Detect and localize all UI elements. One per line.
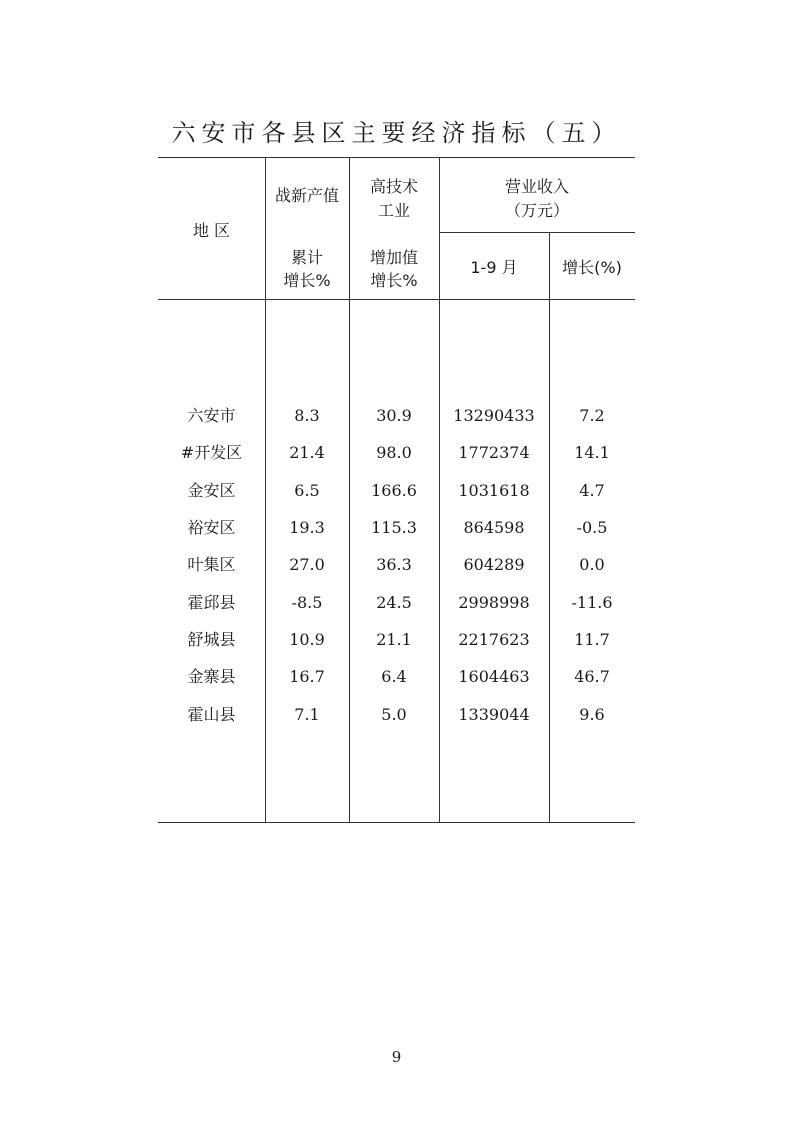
row-hitech-growth: 36.3 (376, 555, 412, 574)
row-revenue-growth: -0.5 (576, 518, 608, 537)
row-hitech-growth: 166.6 (371, 481, 417, 500)
row-revenue-growth: 46.7 (574, 667, 610, 686)
row-region: 金寨县 (187, 667, 236, 686)
row-strategic-growth: 27.0 (289, 555, 325, 574)
header-revenue-col2: 增长(%) (562, 258, 622, 277)
row-region: #开发区 (180, 443, 243, 462)
row-revenue-growth: 7.2 (579, 406, 605, 425)
header-bottom-rule (158, 299, 635, 300)
row-revenue-growth: 11.7 (574, 630, 610, 649)
table-top-rule (158, 157, 635, 158)
row-strategic-growth: 16.7 (289, 667, 325, 686)
row-revenue: 2998998 (458, 593, 530, 612)
row-hitech-growth: 5.0 (381, 705, 407, 724)
row-region: 霍山县 (187, 705, 236, 724)
row-hitech-growth: 115.3 (371, 518, 417, 537)
row-revenue: 604289 (463, 555, 525, 574)
row-strategic-growth: -8.5 (291, 593, 323, 612)
row-strategic-growth: 6.5 (294, 481, 320, 500)
row-hitech-growth: 24.5 (376, 593, 412, 612)
row-revenue-growth: 4.7 (579, 481, 605, 500)
row-strategic-growth: 7.1 (294, 705, 320, 724)
header-hitech-sub1: 增加值 (369, 248, 418, 267)
row-strategic-growth: 19.3 (289, 518, 325, 537)
header-strategic-sub2: 增长% (283, 271, 331, 290)
header-strategic-title: 战新产值 (274, 186, 339, 205)
row-revenue: 2217623 (458, 630, 530, 649)
row-revenue-growth: 9.6 (579, 705, 605, 724)
header-hitech-title2: 工业 (377, 201, 410, 220)
row-revenue-growth: 14.1 (574, 443, 610, 462)
row-strategic-growth: 10.9 (289, 630, 325, 649)
row-hitech-growth: 98.0 (376, 443, 412, 462)
row-strategic-growth: 21.4 (289, 443, 325, 462)
row-hitech-growth: 21.1 (376, 630, 412, 649)
row-hitech-growth: 6.4 (381, 667, 407, 686)
row-revenue-growth: 0.0 (579, 555, 605, 574)
header-revenue-col1: 1-9 月 (470, 258, 518, 277)
header-revenue-title1: 营业收入 (504, 177, 569, 196)
revenue-subheader-rule (440, 232, 635, 233)
table-bottom-rule (158, 822, 635, 823)
row-revenue: 13290433 (453, 406, 535, 425)
header-hitech-title1: 高技术 (369, 177, 418, 196)
row-region: 金安区 (187, 481, 236, 500)
page-number: 9 (391, 1048, 402, 1066)
row-revenue: 1031618 (458, 481, 530, 500)
row-revenue: 1604463 (458, 667, 530, 686)
header-region: 地 区 (192, 221, 231, 240)
row-revenue: 1772374 (458, 443, 530, 462)
row-revenue-growth: -11.6 (571, 593, 613, 612)
row-region: 六安市 (187, 406, 236, 425)
row-region: 霍邱县 (187, 593, 236, 612)
row-hitech-growth: 30.9 (376, 406, 412, 425)
row-region: 舒城县 (187, 630, 236, 649)
header-strategic-sub1: 累计 (290, 248, 323, 267)
row-strategic-growth: 8.3 (294, 406, 320, 425)
header-hitech-sub2: 增长% (370, 271, 418, 290)
page-title: 六安市各县区主要经济指标（五） (171, 119, 622, 147)
row-region: 裕安区 (187, 518, 236, 537)
header-revenue-title2: （万元） (504, 201, 569, 220)
row-region: 叶集区 (187, 555, 236, 574)
row-revenue: 1339044 (458, 705, 530, 724)
row-revenue: 864598 (463, 518, 525, 537)
